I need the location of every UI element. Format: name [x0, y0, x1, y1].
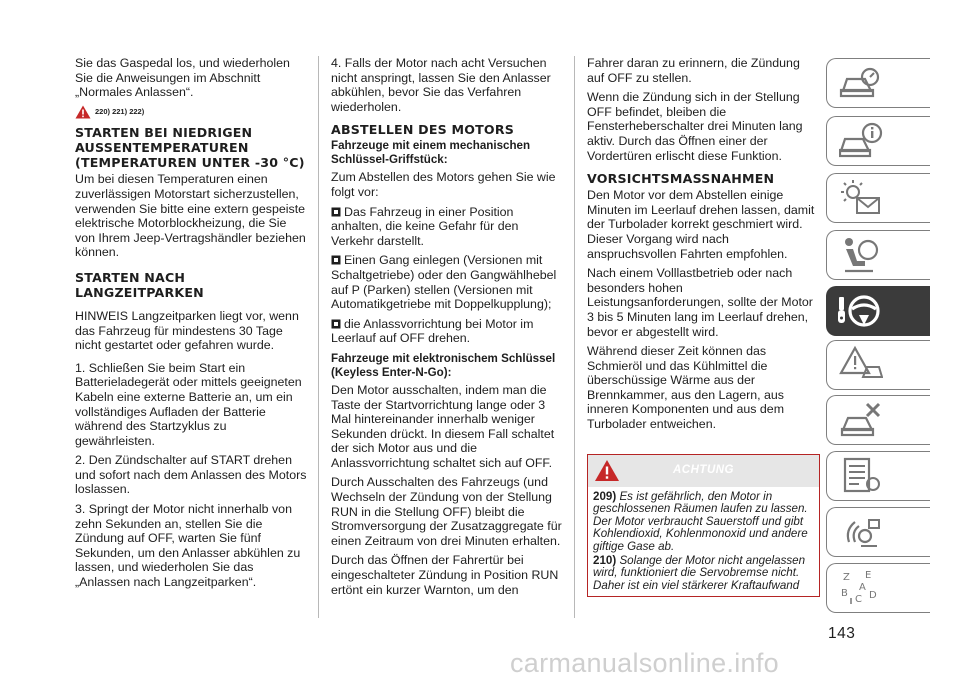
maintenance-list-icon [839, 456, 883, 496]
column-divider [574, 56, 575, 618]
step-2: 2. Den Zündschalter auf START drehen und sofort nach dem Anlassen des Motors loslassen. [75, 453, 307, 497]
airbag-safety-icon [839, 235, 883, 275]
bullet-text: die Anlassvorrichtung bei Motor im Leerlauf auf OFF drehen. [331, 316, 534, 346]
bullet-icon [331, 255, 341, 265]
warning-box [587, 454, 820, 598]
watermark: carmanualsonline.info [510, 648, 779, 678]
warning-text: Es ist gefährlich, den Motor in geschlossenen Räumen laufen zu lassen. Der Motor verbraucht Sauerstoff und gibt Kohlendioxid, Kohlenmonoxid und andere giftige Gase ab. [593, 489, 808, 554]
keyless-text-1: Den Motor ausschalten, indem man die Taste der Startvorrichtung lange oder 3 Mal hintereinander innerhalb weniger Sekunden drückt. In diesem Fall schaltet der sich Motor aus und die Anlassvorrichtung schaltet sich auf OFF. [331, 382, 555, 470]
warning-header [588, 455, 819, 487]
chapter-tab-multimedia[interactable] [826, 507, 930, 557]
column-divider [318, 56, 319, 618]
bullet-text: Das Fahrzeug in einer Position anhalten, die keine Gefahr für den Verkehr darstellt. [331, 204, 519, 248]
step-4: 4. Falls der Motor nach acht Versuchen nicht anspringt, lassen Sie den Anlasser abkühlen, bevor Sie das Verfahren wiederholen. [331, 56, 551, 114]
alphabet-index-icon [839, 568, 883, 608]
long-parking-note: HINWEIS Langzeitparken liegt vor, wenn das Fahrzeug für mindestens 30 Tage nicht gestartet oder gefahren wurde. [75, 308, 299, 353]
subheading-mechanical-key: Fahrzeuge mit einem mechanischen Schlüssel-Griffstück: [331, 139, 531, 167]
warning-car-icon [839, 345, 883, 385]
column-3 [587, 56, 820, 597]
keyless-text-2: Durch Ausschalten des Fahrzeugs (und Wechseln der Zündung von der Stellung RUN in die Stellung OFF) bleibt die Stromversorgung der Zusatzaggregate für einen Zeitraum von drei Minuten erhalten. [331, 475, 562, 548]
svg-text:A: A [859, 582, 866, 593]
driver-reminder-text: Fahrer daran zu erinnern, die Zündung auf OFF zu stellen. [587, 56, 800, 85]
chapter-tab-warnings[interactable] [826, 340, 930, 390]
heading-long-parking: STARTEN NACH LANGZEITPARKEN [75, 269, 204, 300]
subheading-keyless: Fahrzeuge mit elektronischem Schlüssel (Keyless Enter-N-Go): [331, 351, 556, 379]
warning-number: 209) [593, 489, 617, 503]
chapter-tab-maintenance[interactable] [826, 451, 930, 501]
warning-item [593, 555, 815, 593]
intro-text: Sie das Gaspedal los, und wiederholen Sie die Anweisungen im Abschnitt „Normales Anlassen“. [75, 56, 290, 100]
bullet-text: Einen Gang einlegen (Versionen mit Schaltgetriebe) oder den Gangwählhebel auf P (Parken) stellen (Versionen mit Automatikgetriebe mit Doppelkupplung); [331, 253, 557, 312]
warning-number: 210) [593, 553, 617, 567]
svg-text:E: E [865, 570, 872, 581]
bullet-icon [331, 319, 341, 329]
svg-text:D: D [869, 590, 877, 601]
step-3: 3. Springt der Motor nicht innerhalb von zehn Sekunden an, stellen Sie die Zündung auf OFF, warten Sie fünf Sekunden, um den Anlasser abkühlen zu lassen, und wiederholen Sie das „Anlassen nach Langzeitparken“. [75, 502, 301, 590]
column-2 [331, 56, 563, 602]
svg-text:C: C [855, 594, 862, 605]
heading-engine-stop: ABSTELLEN DES MOTORS [331, 122, 514, 138]
warning-triangle-icon [75, 105, 91, 119]
steering-key-icon [837, 291, 881, 331]
keyless-text-3: Durch das Öffnen der Fahrertür bei eingeschalteter Zündung in Position RUN ertönt ein kurzer Warnton, um den [331, 553, 559, 597]
chapter-tab-emergency[interactable] [826, 395, 930, 445]
lights-signals-icon [839, 178, 883, 218]
precautions-text-3: Während dieser Zeit können das Schmieröl und das Kühlmittel die überschüssige Wärme aus der Brennkammer, aus den Lagern, aus inneren Komponenten und aus dem Turbolader entweichen. [587, 344, 785, 432]
precautions-text-1: Den Motor vor dem Abstellen einige Minuten im Leerlauf drehen lassen, damit der Turbolader korrekt geschmiert wird. Dieser Vorgang wird nach anspruchsvollen Fahrten empfohlen. [587, 188, 815, 261]
window-switch-text: Wenn die Zündung sich in der Stellung OFF befindet, bleiben die Fensterheberschalter drei Minuten lang aktiv. Durch das Öffnen einer der Vordertüren erlischt diese Funktion. [587, 90, 803, 163]
chapter-tab-lights[interactable] [826, 173, 930, 223]
chapter-tab-vehicle-info[interactable] [826, 116, 930, 166]
chapter-tab-safety[interactable] [826, 230, 930, 280]
warning-title: ACHTUNG [673, 464, 734, 477]
heading-low-temperature: STARTEN BEI NIEDRIGEN AUSSENTEMPERATUREN (TEMPERATUREN UNTER -30 °C) [75, 125, 305, 171]
warning-item [593, 491, 815, 554]
emergency-tools-icon [839, 400, 883, 440]
warning-triangle-icon [594, 459, 620, 482]
heading-precautions: VORSICHTSMASSNAHMEN [587, 171, 775, 187]
chapter-tab-starting-driving[interactable] [826, 286, 930, 336]
precautions-text-2: Nach einem Volllastbetrieb oder nach besonders hohen Leistungsanforderungen, sollte der Motor 3 bis 5 Minuten lang im Leerlauf drehen, bevor er abgestellt wird. [587, 266, 813, 339]
car-dashboard-icon [839, 63, 883, 103]
page-number: 143 [828, 625, 856, 642]
multimedia-signal-icon [839, 512, 883, 552]
bullet-icon [331, 207, 341, 217]
car-info-icon [839, 121, 883, 161]
svg-text:B: B [841, 588, 848, 599]
chapter-tab-index[interactable] [826, 563, 930, 613]
list-item [331, 253, 563, 311]
svg-text:Z: Z [843, 572, 850, 583]
list-item [331, 205, 563, 249]
step-1: 1. Schließen Sie beim Start ein Batterieladegerät oder mittels geeigneten Kabeln eine externe Batterie an, um ein vollständiges Aufladen der Batterie während des Startzyklus zu gewährleisten. [75, 360, 302, 448]
low-temperature-text: Um bei diesen Temperaturen einen zuverlässigen Motorstart sicherzustellen, verwenden Sie bitte eine extern gespeiste elektrische Motorblockheizung, die Sie von Ihrem Jeep-Vertragshändler beziehen können. [75, 172, 306, 260]
warning-references [75, 105, 307, 120]
warning-body [588, 487, 819, 597]
warning-reference-numbers: 220) 221) 222) [95, 106, 145, 116]
list-item [331, 317, 563, 346]
column-1 [75, 56, 307, 595]
chapter-tab-dashboard[interactable] [826, 58, 930, 108]
mechanical-key-intro: Zum Abstellen des Motors gehen Sie wie folgt vor: [331, 170, 556, 199]
warning-text: Solange der Motor nicht angelassen wird, funktioniert die Servobremse nicht. Daher ist ein viel stärkerer Kraftaufwand [593, 553, 806, 592]
